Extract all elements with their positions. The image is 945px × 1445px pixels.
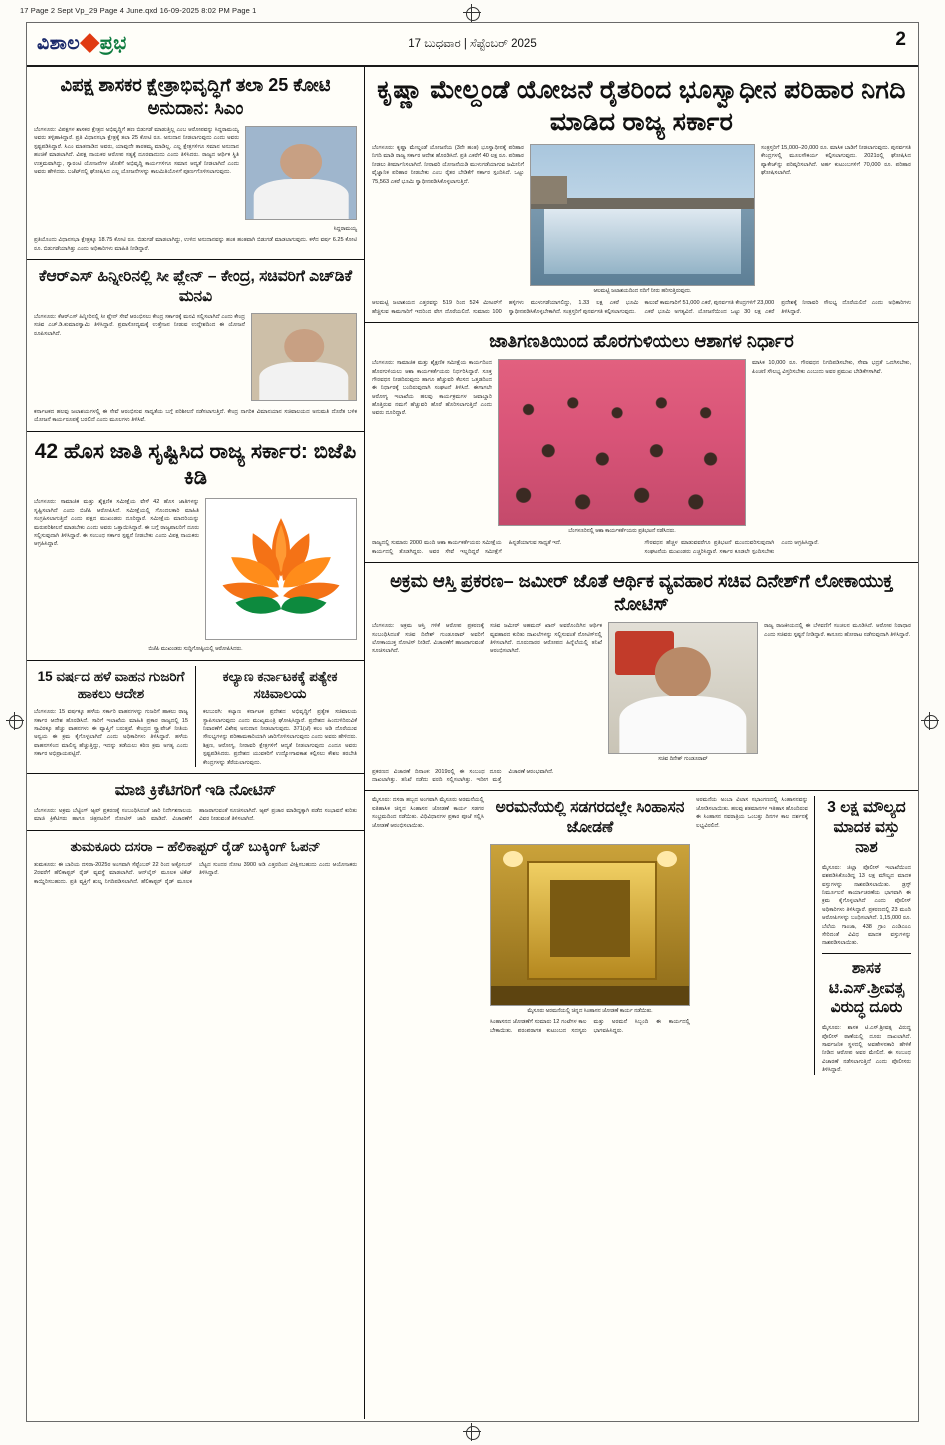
- asha-text-2: [372, 539, 639, 556]
- photo-asha-protest: [498, 359, 746, 526]
- article-seaplane: [27, 260, 364, 431]
- article-kalyana-karnataka: [195, 666, 357, 767]
- photo-bjp-lotus: [205, 498, 357, 640]
- logo-word-2: ಪ್ರಭ: [99, 33, 127, 54]
- registration-mark-left: [6, 712, 24, 730]
- body-asha-1: ಬೆಂಗಳೂರು: ಸಾಮಾಜಿಕ ಮತ್ತು ಶೈಕ್ಷಣಿಕ ಸಮೀಕ್ಷೆಯ ಕಾರ್ಯದಿಂದ ಹೊರಗುಳಿಯಲು ಆಶಾ ಕಾರ್ಯಕರ್ತೆಯರು ನಿರ್ಧರಿಸಿದ್ದಾರೆ. ಸೂಕ್ತ ಗೌರವಧನ ನೀಡದಿರುವುದು ಹಾಗೂ ಹೆಚ್ಚುವರಿ ಕೆಲಸದ ಒತ್ತಡದಿಂದ ಈ ನಿರ್ಧಾರಕ್ಕೆ ಬಂದಿರುವುದಾಗಿ ಸಂಘಟನೆ ತಿಳಿಸಿದೆ. ಈಗಾಗಲೇ ಆರೋಗ್ಯ ಇಲಾಖೆಯ ಹಲವು ಕಾರ್ಯಕ್ರಮಗಳ ಜವಾಬ್ದಾರಿ ಹೊತ್ತಿರುವ ನಮಗೆ ಹೆಚ್ಚುವರಿ ಹೊರೆ ಹೊರಿಸಲಾಗುತ್ತಿದೆ ಎಂದು ಅವರು ದೂರಿದ್ದಾರೆ.: [372, 360, 492, 417]
- body-tumkur-dasara: ತುಮಕೂರು: ಈ ಬಾರಿಯ ದಸರಾ-2025ರ ಅಂಗವಾಗಿ ಸೆಪ್ಟೆಂಬರ್ 22 ರಿಂದ ಅಕ್ಟೋಬರ್ 2ರವರೆಗೆ ಹೆಲಿಕಾಪ್ಟರ್ ರೈಡ್ ವ್ಯವಸ್ಥೆ ಮಾಡಲಾಗಿದೆ. ಆನ್‌ಲೈನ್ ಮೂಲಕ ಟಿಕೆಟ್ ಕಾಯ್ದಿರಿಸಬಹುದು. ಪ್ರತಿ ವ್ಯಕ್ತಿಗೆ ಶುಲ್ಕ ನಿಗದಿಪಡಿಸಲಾಗಿದೆ. ಹೆಲಿಕಾಪ್ಟರ್ ರೈಡ್ ಮೂಲಕ ಬೆಟ್ಟದ ಸುಂದರ ನೋಟ 3900 ಅಡಿ ಎತ್ತರದಿಂದ ವೀಕ್ಷಿಸಬಹುದು ಎಂದು ಆಯೋಜಕರು ತಿಳಿಸಿದ್ದಾರೆ.: [34, 861, 357, 885]
- article-42-castes: [27, 432, 364, 661]
- caption-golden-throne: ಮೈಸೂರು ಅರಮನೆಯಲ್ಲಿ ಚಿನ್ನದ ಸಿಂಹಾಸನ ಜೋಡಣೆ ಕಾರ್ಯ ನಡೆಯಿತು.: [527, 1007, 653, 1014]
- body-asha-4: ಮಾಸಿಕ 10,000 ರೂ. ಗೌರವಧನ ನಿಗದಿಪಡಿಸಬೇಕು, ಸೇವಾ ಭದ್ರತೆ ಒದಗಿಸಬೇಕು, ಪಿಂಚಣಿ ಸೌಲಭ್ಯ ವಿಸ್ತರಿಸಬೇಕು ಎಂಬುದು ಅವರ ಪ್ರಮುಖ ಬೇಡಿಕೆಗಳಾಗಿವೆ.: [752, 360, 911, 375]
- krishna-text-left: [372, 144, 524, 295]
- registration-mark-bottom: [463, 1423, 481, 1441]
- section-divider: [822, 953, 911, 954]
- caption-almatti-dam: ಆಲಮಟ್ಟಿ ಜಲಾಶಯದಿಂದ ನದಿಗೆ ನೀರು ಹರಿಸುತ್ತಿರುವುದು.: [593, 288, 692, 294]
- article-mla-complaint: [822, 959, 911, 1075]
- body-asha-3: ಗೌರವಧನ ಹೆಚ್ಚಳ ಮಾಡುವವರೆಗೂ ಪ್ರತಿಭಟನೆ ಮುಂದುವರಿಸುವುದಾಗಿ ಸಂಘಟನೆಯ ಮುಖಂಡರು ಎಚ್ಚರಿಸಿದ್ದಾರೆ. ಸರ್ಕಾರ ಕೂಡಲೇ ಸ್ಪಂದಿಸಬೇಕು ಎಂದು ಆಗ್ರಹಿಸಿದ್ದಾರೆ.: [644, 540, 819, 555]
- headline-seaplane: ಕೆಆರ್‌ಎಸ್ ಹಿನ್ನೀರಿನಲ್ಲಿ ಸೀ ಪ್ಲೇನ್ – ಕೇಂದ್ರ, ಸಚಿವರಿಗೆ ಎಚ್‌ಡಿಕೆ ಮನವಿ: [38, 268, 353, 305]
- logo-dot-icon: ◆: [80, 33, 100, 54]
- page-sheet: [26, 22, 919, 1422]
- body-ed-notice: ಬೆಂಗಳೂರು: ಅಕ್ರಮ ಬೆಟ್ಟಿಂಗ್ ಆ್ಯಪ್ ಪ್ರಕರಣಕ್ಕೆ ಸಂಬಂಧಿಸಿದಂತೆ ಜಾರಿ ನಿರ್ದೇಶನಾಲಯ ಮಾಜಿ ಕ್ರಿಕೆಟಿಗರು ಹಾಗೂ ಚಿತ್ರನಟರಿಗೆ ನೋಟಿಸ್ ಜಾರಿ ಮಾಡಿದೆ. ವಿಚಾರಣೆಗೆ ಹಾಜರಾಗುವಂತೆ ಸೂಚಿಸಲಾಗಿದೆ. ಆ್ಯಪ್ ಪ್ರಚಾರ ಮಾಡಿದ್ದಕ್ಕಾಗಿ ಪಡೆದ ಸಂಭಾವನೆ ಕುರಿತು ವಿವರ ನೀಡುವಂತೆ ತಿಳಿಸಲಾಗಿದೆ.: [34, 807, 357, 823]
- headline-tumkur-dasara: ತುಮಕೂರು ದಸರಾ – ಹೆಲಿಕಾಪ್ಟರ್ ರೈಡ್ ಬುಕ್ಕಿಂಗ್ ಓಪನ್: [70, 838, 321, 854]
- article-palace-throne: [490, 796, 690, 1074]
- registration-mark-top: [463, 4, 481, 22]
- article-lokayukta-notice: [365, 563, 918, 791]
- headline-palace-throne: ಅರಮನೆಯಲ್ಲಿ ಸಡಗರದಲ್ಲೇ ಸಿಂಹಾಸನ ಜೋಡಣೆ: [495, 799, 685, 837]
- photo-dinesh-gundurao: [608, 622, 758, 754]
- palace-text-left: [372, 796, 484, 1074]
- krishna-text-3: [645, 299, 912, 316]
- body-lok-3: ಪ್ರಕರಣದ ವಿಚಾರಣೆ ದಿನಾಂಕ: 2019ರಲ್ಲಿ ಈ ಸಂಬಂಧ ದೂರು ದಾಖಲಾಗಿತ್ತು. ತನಿಖೆ ನಡೆದು ವರದಿ ಸಲ್ಲಿಸಲಾಗಿತ್ತು. ಇದೀಗ ಮತ್ತೆ ವಿಚಾರಣೆ ಆರಂಭವಾಗಿದೆ.: [372, 768, 554, 783]
- body-palace-1: ಮೈಸೂರು: ದಸರಾ ಹಬ್ಬದ ಅಂಗವಾಗಿ ಮೈಸೂರು ಅರಮನೆಯಲ್ಲಿ ಐತಿಹಾಸಿಕ ಚಿನ್ನದ ಸಿಂಹಾಸನ ಜೋಡಣೆ ಕಾರ್ಯ ಸಡಗರ ಸಂಭ್ರಮದಿಂದ ನಡೆಯಿತು. ವಿಧಿವಿಧಾನಗಳ ಪ್ರಕಾರ ಪೂಜೆ ಸಲ್ಲಿಸಿ ಜೋಡಣೆ ಆರಂಭಿಸಲಾಯಿತು.: [372, 797, 484, 829]
- headline-mla-complaint: ಶಾಸಕ ಟಿ.ಎಸ್.ಶ್ರೀವತ್ಸ ವಿರುದ್ಧ ದೂರು: [828, 959, 905, 1017]
- photo-siddaramaiah: [245, 126, 357, 220]
- asha-photo-wrap: [498, 359, 746, 535]
- article-tumkur-dasara: [27, 831, 364, 892]
- body-krishna-4: ಸಂತ್ರಸ್ತರಿಗೆ 15,000–20,000 ರೂ. ಮಾಸಿಕ ಬಾಡಿಗೆ ನೀಡಲಾಗುವುದು. ಪುನರ್ವಸತಿ ಕೇಂದ್ರಗಳಲ್ಲಿ ಮೂಲಸೌಕರ್ಯ ಕಲ್ಪಿಸಲಾಗುವುದು. 2021ರಲ್ಲಿ ಘೋಷಿಸಿದ ಪ್ಯಾಕೇಜ್‌ನ್ನು ಪರಿಷ್ಕರಿಸಲಾಗಿದೆ. ಅರ್ಹ ಕುಟುಂಬಗಳಿಗೆ 70,000 ರೂ. ಪರಿಹಾರ ಘೋಷಿಸಲಾಗಿದೆ.: [761, 145, 911, 177]
- body-krishna-1: ಬೆಂಗಳೂರು: ಕೃಷ್ಣಾ ಮೇಲ್ದಂಡೆ ಯೋಜನೆಯ (3ನೇ ಹಂತ) ಭೂಸ್ವಾಧೀನಕ್ಕೆ ಪರಿಹಾರ ನಿಗದಿ ಮಾಡಿ ರಾಜ್ಯ ಸರ್ಕಾರ ಆದೇಶ ಹೊರಡಿಸಿದೆ. ಪ್ರತಿ ಎಕರೆಗೆ 40 ಲಕ್ಷ ರೂ. ಪರಿಹಾರ ನೀಡಲು ತೀರ್ಮಾನಿಸಲಾಗಿದೆ. ನೀರಾವರಿ ಯೋಜನೆಯಡಿ ಮುಳುಗಡೆಯಾಗುವ ಜಮೀನಿಗೆ ವೈಜ್ಞಾನಿಕ ಪರಿಹಾರ ನೀಡಬೇಕು ಎಂಬ ರೈತರ ಬೇಡಿಕೆಗೆ ಸರ್ಕಾರ ಸ್ಪಂದಿಸಿದೆ. ಒಟ್ಟು 75,563 ಎಕರೆ ಭೂಮಿ ಸ್ವಾಧೀನಪಡಿಸಿಕೊಳ್ಳಲಾಗುತ್ತಿದೆ.: [372, 145, 524, 185]
- headline-42-castes: 42 ಹೊಸ ಜಾತಿ ಸೃಷ್ಟಿಸಿದ ರಾಜ್ಯ ಸರ್ಕಾರ: ಬಿಜೆಪಿ ಕಿಡಿ: [34, 439, 357, 490]
- headline-drugs-destroyed: 3 ಲಕ್ಷ ಮೌಲ್ಯದ ಮಾದಕ ವಸ್ತು ನಾಶ: [827, 799, 906, 856]
- asha-text-left: [372, 359, 492, 535]
- right-stack: [814, 796, 911, 1074]
- caption-siddaramaiah: ಸಿದ್ದರಾಮಯ್ಯ: [333, 226, 357, 233]
- headline-asha-census: ಜಾತಿಗಣತಿಯಿಂದ ಹೊರಗುಳಿಯಲು ಆಶಾಗಳ ನಿರ್ಧಾರ: [489, 331, 794, 352]
- issue-date: 17 ಬುಧವಾರ | ಸೆಪ್ಟೆಂಬರ್ 2025: [408, 37, 537, 50]
- krishna-text-2: [372, 299, 639, 316]
- lok-text-2: [490, 622, 602, 763]
- body-palace-3: ಸಿಂಹಾಸನದ ಜೋಡಣೆಗೆ ಸುಮಾರು 12 ಗಂಟೆಗಳ ಕಾಲ ಬೇಕಾಯಿತು. ಪರಂಪರಾಗತ ಕುಟುಂಬದ ಸದಸ್ಯರು ಮತ್ತು ಅರಮನೆ ಸಿಬ್ಬಂದಿ ಈ ಕಾರ್ಯದಲ್ಲಿ ಭಾಗವಹಿಸಿದ್ದರು.: [490, 1019, 690, 1034]
- body-krishna-3: ಕಾಲುವೆ ಕಾಮಗಾರಿಗೆ 51,000 ಎಕರೆ, ಪುನರ್ವಸತಿ ಕೇಂದ್ರಗಳಿಗೆ 23,000 ಎಕರೆ ಭೂಮಿ ಅಗತ್ಯವಿದೆ. ಯೋಜನೆಯಿಂದ ಒಟ್ಟು 30 ಲಕ್ಷ ಎಕರೆ ಪ್ರದೇಶಕ್ಕೆ ನೀರಾವರಿ ಸೌಲಭ್ಯ ದೊರೆಯಲಿದೆ ಎಂದು ಅಧಿಕಾರಿಗಳು ತಿಳಿಸಿದ್ದಾರೆ.: [644, 300, 911, 315]
- asha-text-right: [752, 359, 911, 535]
- photo-almatti-dam: [530, 144, 755, 286]
- article-old-vehicles: [34, 666, 188, 767]
- headline-lokayukta-notice: ಅಕ್ರಮ ಆಸ್ತಿ ಪ್ರಕರಣ– ಜಮೀರ್ ಜೊತೆ ಆರ್ಥಿಕ ವ್ಯವಹಾರ ಸಚಿವ ದಿನೇಶ್‌ಗೆ ಲೋಕಾಯುಕ್ತ ನೋಟಿಸ್: [390, 571, 893, 615]
- page-columns: [27, 67, 918, 1419]
- article-drugs-destroyed: [822, 798, 911, 947]
- headline-ed-notice: ಮಾಜಿ ಕ್ರಿಕೆಟಿಗರಿಗೆ ಇಡಿ ನೋಟಿಸ್: [114, 781, 277, 799]
- lok-text-4: [764, 622, 911, 763]
- article-group-bottom-right: [365, 791, 918, 1080]
- body-lok-1: ಬೆಂಗಳೂರು: ಅಕ್ರಮ ಆಸ್ತಿ ಗಳಿಕೆ ಆರೋಪ ಪ್ರಕರಣಕ್ಕೆ ಸಂಬಂಧಿಸಿದಂತೆ ಸಚಿವ ದಿನೇಶ್ ಗುಂಡೂರಾವ್ ಅವರಿಗೆ ಲೋಕಾಯುಕ್ತ ನೋಟಿಸ್ ನೀಡಿದೆ. ವಿಚಾರಣೆಗೆ ಹಾಜರಾಗುವಂತೆ ಸೂಚಿಸಲಾಗಿದೆ.: [372, 623, 484, 655]
- body-old-vehicles: ಬೆಂಗಳೂರು: 15 ವರ್ಷಕ್ಕೂ ಹಳೆಯ ಸರ್ಕಾರಿ ವಾಹನಗಳನ್ನು ಗುಜರಿಗೆ ಹಾಕಲು ರಾಜ್ಯ ಸರ್ಕಾರ ಆದೇಶ ಹೊರಡಿಸಿದೆ. ಸಾರಿಗೆ ಇಲಾಖೆಯ ಮಾಹಿತಿ ಪ್ರಕಾರ ರಾಜ್ಯದಲ್ಲಿ 15 ಸಾವಿರಕ್ಕೂ ಹೆಚ್ಚು ವಾಹನಗಳು ಈ ವ್ಯಾಪ್ತಿಗೆ ಬರುತ್ತವೆ. ಕೇಂದ್ರದ ಸ್ಕ್ರ್ಯಾಪೇಜ್ ನೀತಿಯ ಅನ್ವಯ ಈ ಕ್ರಮ ಕೈಗೊಳ್ಳಲಾಗಿದೆ ಎಂದು ಅಧಿಕಾರಿಗಳು ತಿಳಿಸಿದ್ದಾರೆ. ಹಳೆಯ ವಾಹನಗಳಿಂದ ಮಾಲಿನ್ಯ ಹೆಚ್ಚುತ್ತಿದ್ದು, ಇದನ್ನು ತಡೆಯಲು ಕಠಿಣ ಕ್ರಮ ಅಗತ್ಯ ಎಂದು ಸರ್ಕಾರ ಅಭಿಪ್ರಾಯಪಟ್ಟಿದೆ.: [34, 709, 188, 758]
- headline-cm-grant: ವಿಪಕ್ಷ ಶಾಸಕರ ಕ್ಷೇತ್ರಾಭಿವೃದ್ಧಿಗೆ ತಲಾ 25 ಕೋಟಿ ಅನುದಾನ: ಸಿಎಂ: [60, 75, 331, 119]
- headline-kalyana-karnataka: ಕಲ್ಯಾಣ ಕರ್ನಾಟಕಕ್ಕೆ ಪತ್ಯೇಕ ಸಚಿವಾಲಯ: [222, 668, 338, 701]
- logo-word-1: ವಿಶಾಲ: [37, 33, 81, 54]
- page-number: 2: [895, 29, 906, 50]
- print-strip: 17 Page 2 Sept Vp_29 Page 4 June.qxd 16-09-2025 8:02 PM Page 1: [20, 6, 257, 15]
- photo-golden-throne: [490, 844, 690, 1006]
- body-krishna-2: ಆಲಮಟ್ಟಿ ಜಲಾಶಯದ ಎತ್ತರವನ್ನು 519 ರಿಂದ 524 ಮೀಟರ್‌ಗೆ ಹೆಚ್ಚಿಸುವ ಕಾಮಗಾರಿಗೆ ಇದರಿಂದ ವೇಗ ದೊರೆಯಲಿದೆ. ಸುಮಾರು 100 ಹಳ್ಳಿಗಳು ಮುಳುಗಡೆಯಾಗಲಿದ್ದು, 1.33 ಲಕ್ಷ ಎಕರೆ ಭೂಮಿ ಸ್ವಾಧೀನಪಡಿಸಿಕೊಳ್ಳಬೇಕಾಗಿದೆ. ಸಂತ್ರಸ್ತರಿಗೆ ಪುನರ್ವಸತಿ ಕಲ್ಪಿಸಲಾಗುವುದು.: [372, 300, 639, 315]
- caption-dinesh-gundurao: ಸಚಿವ ದಿನೇಶ್ ಗುಂಡೂರಾವ್: [658, 756, 708, 763]
- left-column: [27, 67, 365, 1419]
- photo-kumaraswamy: [251, 313, 357, 401]
- lok-text-1: [372, 622, 484, 763]
- article-pair-vehicles-kk: [27, 661, 364, 774]
- asha-text-3: [645, 539, 912, 556]
- body-lok-2: ಸಚಿವ ಜಮೀರ್ ಅಹಮದ್ ಖಾನ್ ಅವರೊಂದಿಗಿನ ಆರ್ಥಿಕ ವ್ಯವಹಾರದ ಕುರಿತು ದಾಖಲೆಗಳನ್ನು ಸಲ್ಲಿಸುವಂತೆ ನೋಟಿಸ್‌ನಲ್ಲಿ ತಿಳಿಸಲಾಗಿದೆ. ದೂರುದಾರರ ಆರೋಪದ ಹಿನ್ನೆಲೆಯಲ್ಲಿ ತನಿಖೆ ಆರಂಭಿಸಲಾಗಿದೆ.: [490, 623, 602, 655]
- lok-photo-wrap: [608, 622, 758, 763]
- body-seaplane: ಬೆಂಗಳೂರು: ಕೆಆರ್‌ಎಸ್ ಹಿನ್ನೀರಿನಲ್ಲಿ ಸೀ ಪ್ಲೇನ್ ಸೇವೆ ಆರಂಭಿಸಲು ಕೇಂದ್ರ ಸರ್ಕಾರಕ್ಕೆ ಮನವಿ ಸಲ್ಲಿಸಲಾಗಿದೆ ಎಂದು ಕೇಂದ್ರ ಸಚಿವ ಎಚ್.ಡಿ.ಕುಮಾರಸ್ವಾಮಿ ತಿಳಿಸಿದ್ದಾರೆ. ಪ್ರವಾಸೋದ್ಯಮಕ್ಕೆ ಉತ್ತೇಜನ ನೀಡುವ ಉದ್ದೇಶದಿಂದ ಈ ಯೋಜನೆ ರೂಪಿಸಲಾಗಿದೆ.: [34, 313, 245, 337]
- registration-mark-right: [921, 712, 939, 730]
- caption-bjp: ಬಿಜೆಪಿ ಮುಖಂಡರು ಸುದ್ದಿಗೋಷ್ಠಿಯಲ್ಲಿ ಆರೋಪಿಸಿದರು.: [148, 646, 243, 653]
- headline-krishna-project: ಕೃಷ್ಣಾ ಮೇಲ್ದಂಡೆ ಯೋಜನೆ ರೈತರಿಂದ ಭೂಸ್ವಾಧೀನ ಪರಿಹಾರ ನಿಗದಿ ಮಾಡಿದ ರಾಜ್ಯ ಸರ್ಕಾರ: [377, 76, 906, 136]
- body-kalyana-karnataka: ಕಲಬುರಗಿ: ಕಲ್ಯಾಣ ಕರ್ನಾಟಕ ಪ್ರದೇಶದ ಅಭಿವೃದ್ಧಿಗೆ ಪ್ರತ್ಯೇಕ ಸಚಿವಾಲಯ ಸ್ಥಾಪಿಸಲಾಗುವುದು ಎಂದು ಮುಖ್ಯಮಂತ್ರಿ ಘೋಷಿಸಿದ್ದಾರೆ. ಪ್ರದೇಶದ ಹಿಂದುಳಿದಿರುವಿಕೆ ನಿವಾರಣೆಗೆ ವಿಶೇಷ ಅನುದಾನ ನೀಡಲಾಗುವುದು. 371(ಜೆ) ಕಲಂ ಅಡಿ ದೊರೆಯುವ ಸೌಲಭ್ಯಗಳನ್ನು ಪರಿಣಾಮಕಾರಿಯಾಗಿ ಜಾರಿಗೊಳಿಸಲಾಗುವುದು ಎಂದು ಅವರು ಹೇಳಿದರು. ಶಿಕ್ಷಣ, ಆರೋಗ್ಯ, ನೀರಾವರಿ ಕ್ಷೇತ್ರಗಳಿಗೆ ಆದ್ಯತೆ ನೀಡಲಾಗುವುದು ಎಂದೂ ಅವರು ಸ್ಪಷ್ಟಪಡಿಸಿದರು. ಪ್ರದೇಶದ ಯುವಕರಿಗೆ ಉದ್ಯೋಗಾವಕಾಶ ಕಲ್ಪಿಸಲು ಕೌಶಲ ತರಬೇತಿ ಕೇಂದ್ರಗಳನ್ನು ತೆರೆಯಲಾಗುವುದು.: [203, 709, 357, 766]
- headline-old-vehicles: 15 ವರ್ಷದ ಹಳೆ ವಾಹನ ಗುಜರಿಗೆ ಹಾಕಲು ಆದೇಶ: [37, 668, 185, 701]
- right-column: [365, 67, 918, 1419]
- caption-asha-protest: ಬೆಂಗಳೂರಿನಲ್ಲಿ ಆಶಾ ಕಾರ್ಯಕರ್ತೆಯರು ಪ್ರತಿಭಟನೆ ನಡೆಸಿದರು.: [568, 528, 676, 535]
- article-cm-grant: [27, 67, 364, 260]
- palace-text-right: [696, 796, 808, 1074]
- body-lok-4: ರಾಜ್ಯ ರಾಜಕೀಯದಲ್ಲಿ ಈ ಬೆಳವಣಿಗೆ ಸಂಚಲನ ಮೂಡಿಸಿದೆ. ಆರೋಪ ನಿರಾಧಾರ ಎಂದು ಸಚಿವರು ಸ್ಪಷ್ಟನೆ ನೀಡಿದ್ದಾರೆ. ಕಾನೂನು ಹೋರಾಟ ನಡೆಸುವುದಾಗಿ ತಿಳಿಸಿದ್ದಾರೆ.: [764, 623, 911, 638]
- krishna-text-right: [761, 144, 911, 295]
- body-asha-2: ರಾಜ್ಯದಲ್ಲಿ ಸುಮಾರು 2000 ಮಂದಿ ಆಶಾ ಕಾರ್ಯಕರ್ತೆಯರು ಸಮೀಕ್ಷೆಯ ಕಾರ್ಯದಲ್ಲಿ ತೊಡಗಿದ್ದರು. ಅವರ ಸೇವೆ ಇಲ್ಲದಿದ್ದರೆ ಸಮೀಕ್ಷೆಗೆ ಹಿನ್ನಡೆಯಾಗುವ ಸಾಧ್ಯತೆ ಇದೆ.: [372, 540, 562, 555]
- body-drugs-destroyed: ಮೈಸೂರು: ಜಿಲ್ಲಾ ಪೊಲೀಸ್ ಇಲಾಖೆಯಿಂದ ವಶಪಡಿಸಿಕೊಂಡಿದ್ದ 13 ಲಕ್ಷ ಮೌಲ್ಯದ ಮಾದಕ ವಸ್ತುಗಳನ್ನು ನಾಶಪಡಿಸಲಾಯಿತು. ಡ್ರಗ್ಸ್ ನಿರ್ಮೂಲನೆ ಕಾರ್ಯಾಚರಣೆಯ ಭಾಗವಾಗಿ ಈ ಕ್ರಮ ಕೈಗೊಳ್ಳಲಾಗಿದೆ ಎಂದು ಪೊಲೀಸ್ ಅಧಿಕಾರಿಗಳು ತಿಳಿಸಿದ್ದಾರೆ. ಪ್ರಕರಣದಲ್ಲಿ 23 ಮಂದಿ ಆರೋಪಿಗಳನ್ನು ಬಂಧಿಸಲಾಗಿದೆ. 1,15,000 ರೂ. ಬೆಲೆಯ ಗಾಂಜಾ, 438 ಗ್ರಾಂ ಎಂಡಿಎಂಎ ಸೇರಿದಂತೆ ವಿವಿಧ ಮಾದಕ ವಸ್ತುಗಳನ್ನು ನಾಶಪಡಿಸಲಾಯಿತು.: [822, 864, 911, 947]
- body2-cm-grant: ಪ್ರತಿಯೊಂದು ವಿಧಾನಸಭಾ ಕ್ಷೇತ್ರಕ್ಕೂ 18.75 ಕೋಟಿ ರೂ. ಬಿಡುಗಡೆ ಮಾಡಲಾಗಿದ್ದು, ಉಳಿದ ಅನುದಾನವನ್ನು ಹಂತ ಹಂತವಾಗಿ ಬಿಡುಗಡೆ ಮಾಡಲಾಗುವುದು. ಕಳೆದ ವರ್ಷ 6.25 ಕೋಟಿ ರೂ. ಬಿಡುಗಡೆಯಾಗಿತ್ತು ಎಂದು ಅಧಿಕಾರಿಗಳು ಮಾಹಿತಿ ನೀಡಿದ್ದಾರೆ.: [34, 237, 357, 252]
- body-42-castes: ಬೆಂಗಳೂರು: ಸಾಮಾಜಿಕ ಮತ್ತು ಶೈಕ್ಷಣಿಕ ಸಮೀಕ್ಷೆಯ ವೇಳೆ 42 ಹೊಸ ಜಾತಿಗಳನ್ನು ಸೃಷ್ಟಿಸಲಾಗಿದೆ ಎಂದು ಬಿಜೆಪಿ ಆರೋಪಿಸಿದೆ. ಸಮೀಕ್ಷೆಯಲ್ಲಿ ಗೊಂದಲಕಾರಿ ಮಾಹಿತಿ ಸಂಗ್ರಹಿಸಲಾಗುತ್ತಿದೆ ಎಂದು ಪಕ್ಷದ ಮುಖಂಡರು ದೂರಿದ್ದಾರೆ. ಸಮೀಕ್ಷೆಯ ಮಾದರಿಯನ್ನು ಮರುಪರಿಶೀಲನೆ ಮಾಡಬೇಕು ಎಂದು ಅವರು ಒತ್ತಾಯಿಸಿದ್ದಾರೆ. ಈ ಬಗ್ಗೆ ರಾಜ್ಯಪಾಲರಿಗೆ ದೂರು ಸಲ್ಲಿಸುವುದಾಗಿ ತಿಳಿಸಿದ್ದಾರೆ. ಈ ಸಂಬಂಧ ಸರ್ಕಾರ ಸ್ಪಷ್ಟನೆ ನೀಡಬೇಕು ಎಂದು ವಿಪಕ್ಷ ನಾಯಕರು ಆಗ್ರಹಿಸಿದ್ದಾರೆ.: [34, 499, 199, 548]
- body-palace-2: ಅರಮನೆಯ ಅಂಬಾ ವಿಲಾಸ ಸಭಾಂಗಣದಲ್ಲಿ ಸಿಂಹಾಸನವನ್ನು ಜೋಡಿಸಲಾಯಿತು. ಹಲವು ಶತಮಾನಗಳ ಇತಿಹಾಸ ಹೊಂದಿರುವ ಈ ಸಿಂಹಾಸನ ನವರಾತ್ರಿಯ ಒಂಬತ್ತು ದಿನಗಳ ಕಾಲ ದರ್ಶನಕ್ಕೆ ಲಭ್ಯವಿರಲಿದೆ.: [696, 797, 808, 829]
- article-krishna-project: [365, 67, 918, 323]
- article-ed-notice: [27, 774, 364, 831]
- krishna-photo-wrap: [530, 144, 755, 295]
- body-cm-grant: ಬೆಂಗಳೂರು: ವಿಪಕ್ಷಗಳ ಶಾಸಕರ ಕ್ಷೇತ್ರದ ಅಭಿವೃದ್ಧಿಗೆ ಹಣ ಬಿಡುಗಡೆ ಮಾಡುತ್ತಿಲ್ಲ ಎಂಬ ಆರೋಪವನ್ನು ಸಿದ್ದರಾಮಯ್ಯ ಅವರು ತಳ್ಳಿಹಾಕಿದ್ದಾರೆ. ಪ್ರತಿ ವಿಧಾನಸಭಾ ಕ್ಷೇತ್ರಕ್ಕೆ ತಲಾ 25 ಕೋಟಿ ರೂ. ಅನುದಾನ ನೀಡಲಾಗುವುದು ಎಂದು ಅವರು ಸ್ಪಷ್ಟಪಡಿಸಿದ್ದಾರೆ. ಸಿಎಂ ಮಾತನಾಡಿದ ಅವರು, ಯಾವುದೇ ತಾರತಮ್ಯ ಮಾಡಿಲ್ಲ. ಎಲ್ಲ ಕ್ಷೇತ್ರಗಳಿಗೂ ಸಮಾನ ಅನುದಾನ ಹಂಚಿಕೆ ಮಾಡಲಾಗಿದೆ. ವಿಪಕ್ಷ ನಾಯಕರ ಆರೋಪ ಸತ್ಯಕ್ಕೆ ದೂರವಾದುದು ಎಂದು ತಿಳಿಸಿದರು. ರಾಜ್ಯದ ಆರ್ಥಿಕ ಸ್ಥಿತಿ ಉತ್ತಮವಾಗಿದ್ದು, ಗ್ಯಾರಂಟಿ ಯೋಜನೆಗಳ ಜೊತೆಗೆ ಅಭಿವೃದ್ಧಿ ಕಾರ್ಯಗಳಿಗೂ ಸಮಾನ ಆದ್ಯತೆ ನೀಡಲಾಗಿದೆ ಎಂದು ಅವರು ಹೇಳಿದರು. ಬಜೆಟ್‌ನಲ್ಲಿ ಘೋಷಿಸಿದ ಎಲ್ಲ ಯೋಜನೆಗಳನ್ನು ಕಾಲಮಿತಿಯೊಳಗೆ ಪೂರ್ಣಗೊಳಿಸಲಾಗುವುದು.: [34, 127, 239, 176]
- article-asha-census: [365, 323, 918, 563]
- masthead: [27, 23, 918, 67]
- lotus-icon: [216, 509, 346, 629]
- body2-seaplane: ಕರ್ನಾಟಕದ ಹಲವು ಜಲಾಶಯಗಳಲ್ಲಿ ಈ ಸೇವೆ ಆರಂಭಿಸುವ ಸಾಧ್ಯತೆಯ ಬಗ್ಗೆ ಪರಿಶೀಲನೆ ನಡೆಸಲಾಗುತ್ತಿದೆ. ಕೇಂದ್ರ ನಾಗರಿಕ ವಿಮಾನಯಾನ ಸಚಿವಾಲಯದ ಅನುಮತಿ ದೊರೆತ ಬಳಿಕ ಯೋಜನೆ ಕಾರ್ಯರೂಪಕ್ಕೆ ಬರಲಿದೆ ಎಂದು ಮೂಲಗಳು ತಿಳಿಸಿವೆ.: [34, 408, 357, 424]
- body-mla-complaint: ಮೈಸೂರು: ಶಾಸಕ ಟಿ.ಎಸ್.ಶ್ರೀವತ್ಸ ವಿರುದ್ಧ ಪೊಲೀಸ್ ಠಾಣೆಯಲ್ಲಿ ದೂರು ದಾಖಲಾಗಿದೆ. ಸಾರ್ವಜನಿಕ ಸ್ಥಳದಲ್ಲಿ ಅವಹೇಳನಕಾರಿ ಹೇಳಿಕೆ ನೀಡಿದ ಆರೋಪ ಅವರ ಮೇಲಿದೆ. ಈ ಸಂಬಂಧ ವಿಚಾರಣೆ ನಡೆಸಲಾಗುತ್ತಿದೆ ಎಂದು ಪೊಲೀಸರು ತಿಳಿಸಿದ್ದಾರೆ.: [822, 1025, 911, 1074]
